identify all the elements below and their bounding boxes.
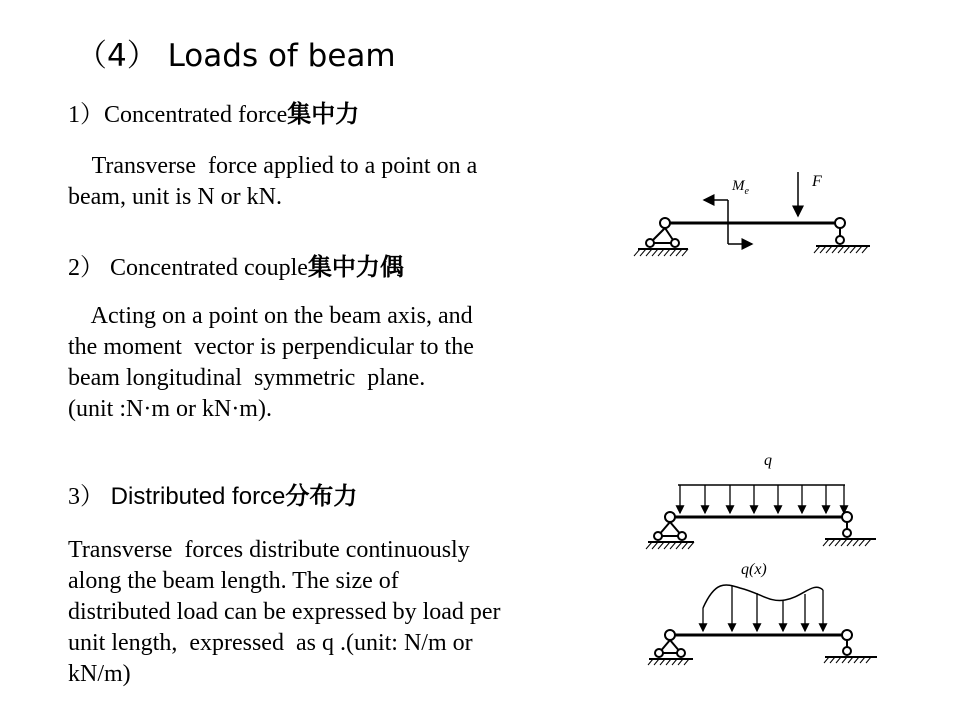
section-1-line-1: Transverse force applied to a point on a bbox=[68, 153, 478, 179]
section-2-title: Concentrated couple bbox=[104, 255, 308, 281]
section-1-line-2: beam, unit is N or kN. bbox=[68, 184, 282, 210]
section-3-heading bbox=[68, 476, 357, 511]
page-title: （4） Loads of beam bbox=[76, 38, 396, 74]
moment-label: $M_e$ bbox=[732, 178, 749, 197]
varying-load-figure bbox=[645, 553, 885, 668]
section-2-heading bbox=[68, 247, 404, 282]
section-3-line-5: kN/m) bbox=[68, 661, 131, 687]
uniform-load-label: q bbox=[764, 452, 772, 469]
section-3-title: Distributed force bbox=[104, 483, 286, 510]
section-2-line-4: (unit :N·m or kN·m). bbox=[68, 396, 272, 422]
section-1-heading bbox=[68, 94, 359, 129]
section-3-title-cjk: 分布力 bbox=[285, 482, 358, 510]
section-1-paragraph bbox=[68, 151, 477, 213]
section-1-title: Concentrated force bbox=[104, 102, 288, 128]
section-1-title-cjk: 集中力 bbox=[287, 100, 360, 128]
section-3-number: 3） bbox=[68, 484, 104, 510]
section-3-line-1: Transverse forces distribute continuously bbox=[68, 537, 470, 563]
varying-load-label: q(x) bbox=[741, 561, 767, 578]
section-2-paragraph bbox=[68, 301, 474, 425]
section-1-number: 1） bbox=[68, 102, 104, 128]
varying-load-arrows bbox=[703, 586, 823, 631]
section-3-line-3: distributed load can be expressed by load per bbox=[68, 599, 501, 625]
section-3-paragraph bbox=[68, 535, 501, 690]
force-label: F bbox=[812, 173, 822, 190]
section-3-line-2: along the beam length. The size of bbox=[68, 568, 399, 594]
section-2-title-cjk: 集中力偶 bbox=[307, 253, 404, 281]
section-3-line-4: unit length, expressed as q .(unit: N/m or bbox=[68, 630, 473, 656]
section-2-line-2: the moment vector is perpendicular to the bbox=[68, 334, 474, 360]
concentrated-load-figure bbox=[620, 160, 890, 270]
uniform-load-figure bbox=[640, 445, 890, 555]
section-2-number: 2） bbox=[68, 255, 104, 281]
section-2-line-1: Acting on a point on the beam axis, and bbox=[68, 303, 473, 329]
section-2-line-3: beam longitudinal symmetric plane. bbox=[68, 365, 426, 391]
uniform-load-arrows bbox=[680, 485, 844, 513]
